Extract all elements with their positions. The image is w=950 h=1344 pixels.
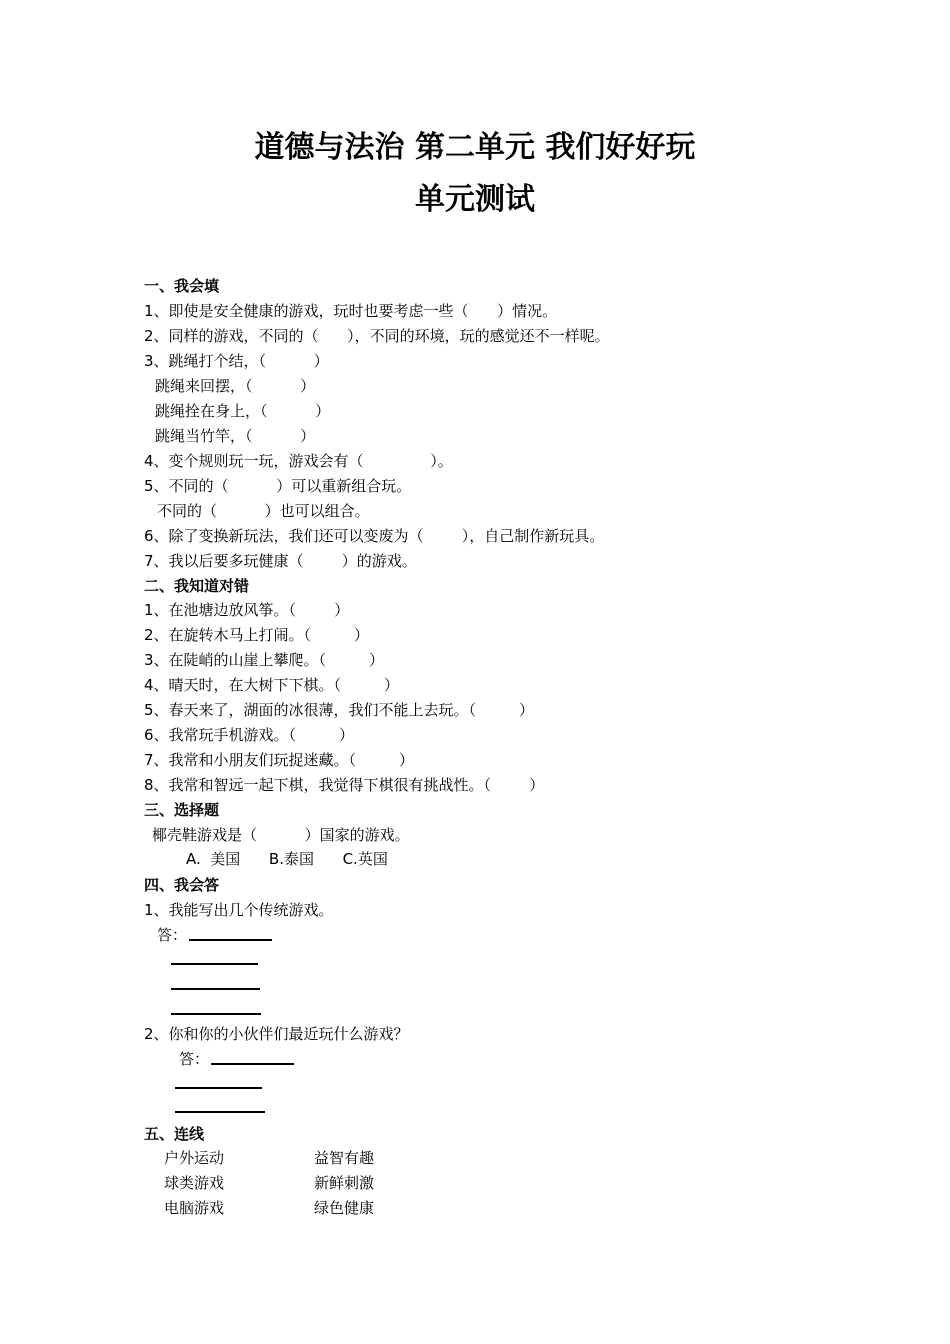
list-item: 跳绳拴在身上，（ ） — [155, 402, 331, 420]
match-right-item[interactable]: 益智有趣 — [314, 1149, 375, 1167]
answer-blank[interactable] — [211, 1063, 294, 1065]
list-item: 6、除了变换新玩法，我们还可以变废为（ ），自己制作新玩具。 — [144, 527, 605, 545]
list-item: 2、在旋转木马上打闹。（ ） — [144, 626, 369, 644]
answer-blank[interactable] — [189, 939, 272, 941]
list-item: 6、我常玩手机游戏。（ ） — [144, 726, 354, 744]
section1-heading: 一、我会填 — [144, 277, 220, 295]
answer-blank[interactable] — [171, 1013, 261, 1015]
answer-blank[interactable] — [171, 988, 260, 990]
list-item: 7、我常和小朋友们玩捉迷藏。（ ） — [144, 751, 414, 769]
list-item: 4、变个规则玩一玩，游戏会有（ ）。 — [144, 452, 453, 470]
list-item: 2、同样的游戏，不同的（ ），不同的环境，玩的感觉还不一样呢。 — [144, 327, 610, 345]
list-item: 7、我以后要多玩健康（ ）的游戏。 — [144, 552, 417, 570]
choice-options: A. 美国 B.泰国 C.英国 — [186, 850, 388, 868]
section2-heading: 二、我知道对错 — [144, 577, 250, 595]
list-item: 跳绳来回摆，（ ） — [155, 377, 316, 395]
list-item: 3、在陡峭的山崖上攀爬。（ ） — [144, 651, 384, 669]
answer-blank[interactable] — [175, 1111, 265, 1113]
list-item: 不同的（ ）也可以组合。 — [157, 502, 370, 520]
answer-blank[interactable] — [171, 963, 258, 965]
list-item: 跳绳当竹竿，（ ） — [155, 427, 316, 445]
page-title-line2: 单元测试 — [415, 182, 535, 217]
section3-heading: 三、选择题 — [144, 801, 220, 819]
match-left-item[interactable]: 电脑游戏 — [164, 1199, 225, 1217]
section4-heading: 四、我会答 — [144, 876, 220, 894]
match-left-item[interactable]: 球类游戏 — [164, 1174, 225, 1192]
question-1: 1、我能写出几个传统游戏。 — [144, 901, 334, 919]
match-right-item[interactable]: 绿色健康 — [314, 1199, 375, 1217]
list-item: 4、晴天时，在大树下下棋。（ ） — [144, 676, 399, 694]
match-left-item[interactable]: 户外运动 — [164, 1149, 225, 1167]
list-item: 3、跳绳打个结，（ ） — [144, 352, 329, 370]
page-title-line1: 道德与法治 第二单元 我们好好玩 — [254, 130, 696, 165]
section5-heading: 五、连线 — [144, 1125, 205, 1143]
answer-label-1: 答： — [157, 926, 188, 944]
list-item: 5、不同的（ ）可以重新组合玩。 — [144, 477, 412, 495]
list-item: 1、即使是安全健康的游戏，玩时也要考虑一些（ ）情况。 — [144, 302, 558, 320]
answer-blank[interactable] — [175, 1087, 262, 1089]
list-item: 1、在池塘边放风筝。（ ） — [144, 601, 350, 619]
match-right-item[interactable]: 新鲜刺激 — [314, 1174, 375, 1192]
list-item: 5、春天来了，湖面的冰很薄，我们不能上去玩。（ ） — [144, 701, 534, 719]
list-item: 8、我常和智远一起下棋，我觉得下棋很有挑战性。（ ） — [144, 776, 545, 794]
choice-question: 椰壳鞋游戏是（ ）国家的游戏。 — [152, 826, 410, 844]
question-2: 2、你和你的小伙伴们最近玩什么游戏？ — [144, 1025, 409, 1043]
answer-label-2: 答： — [179, 1050, 210, 1068]
